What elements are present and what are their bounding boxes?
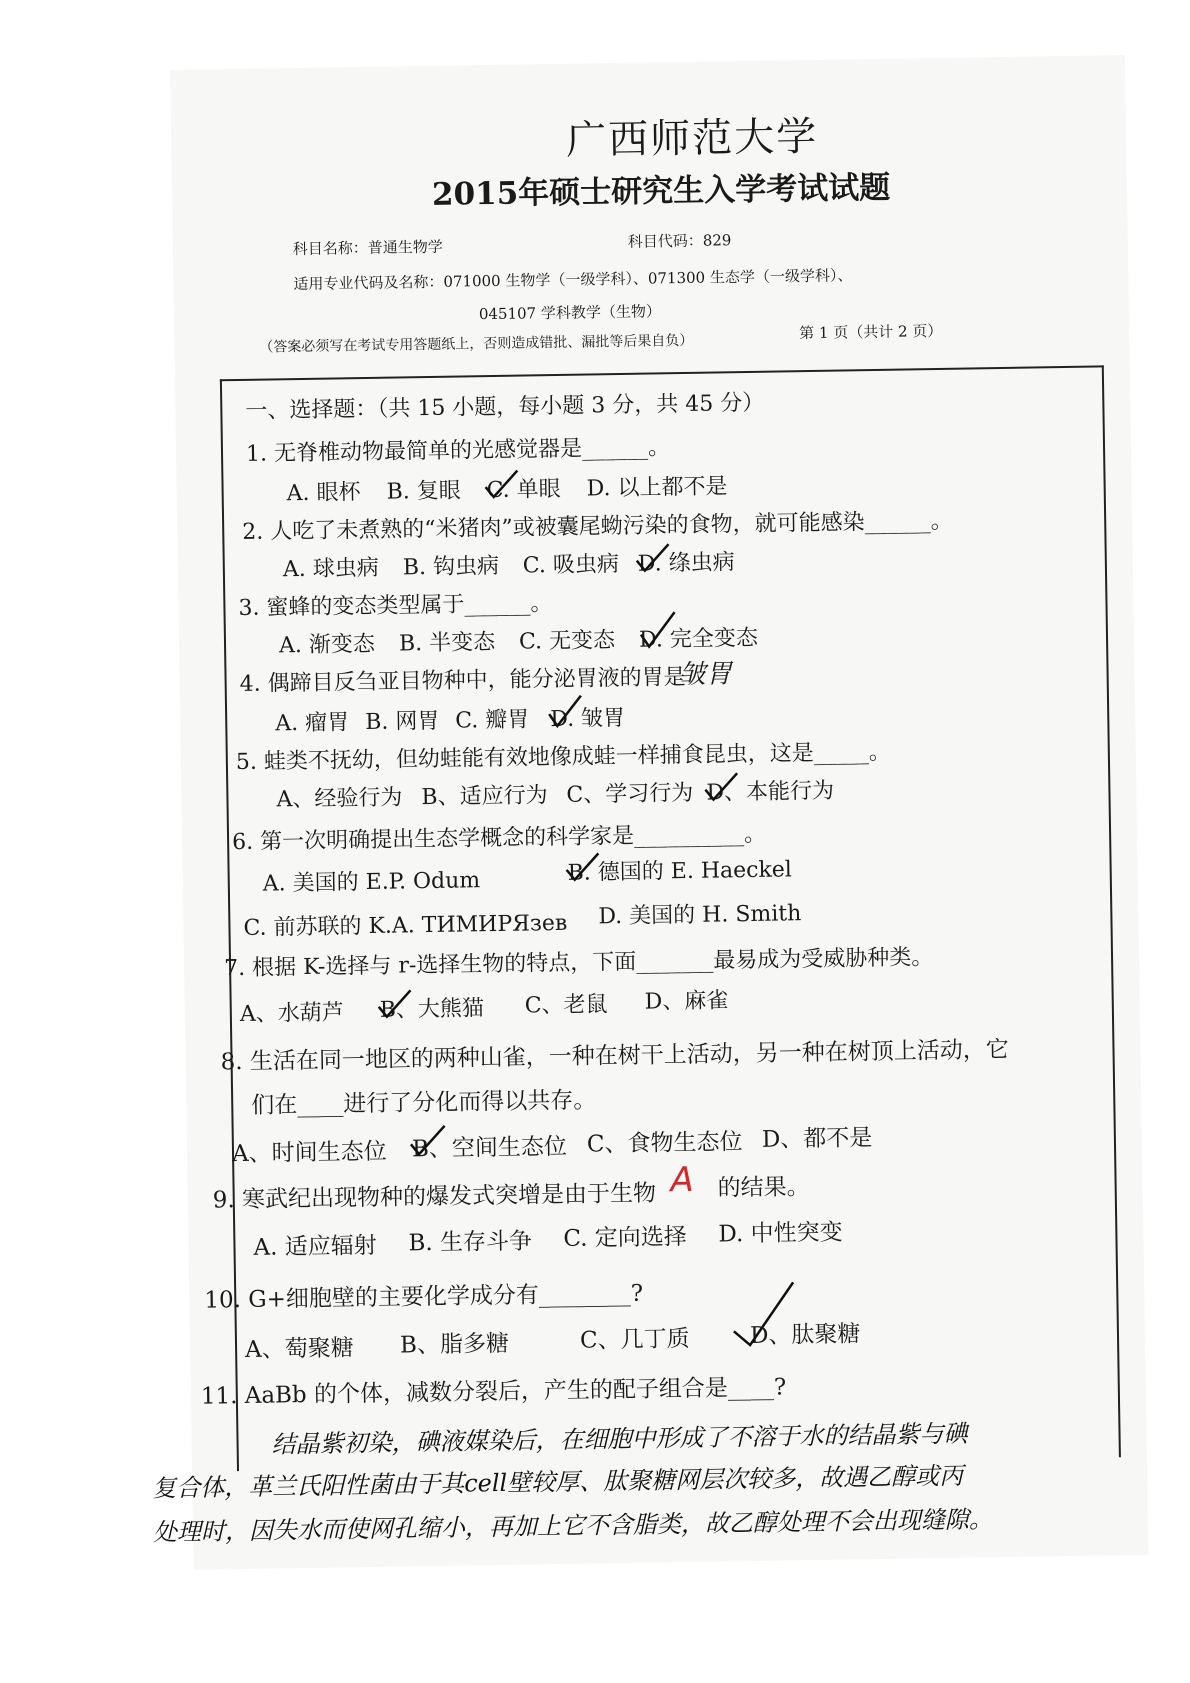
check-mark-icon [701,769,742,804]
page-info: 第 1 页（共计 2 页） [799,321,943,343]
check-mark-icon [545,692,586,731]
q8-option-b: B、空间生态位 [411,1133,568,1163]
check-mark-icon [481,467,522,502]
check-mark-icon [374,986,415,1021]
q7-option-c: C、老鼠 [524,992,608,1019]
subject-code-label: 科目代码： [627,231,703,251]
check-mark-icon [632,540,673,575]
university-name: 广西师范大学 [565,113,819,164]
q5-option-a: A、经验行为 [276,785,403,813]
q7-option-b: B、大熊猫 [379,996,485,1023]
exam-title: 2015年硕士研究生入学考试试题 [431,169,891,213]
q4-option-a: A. 瘤胃 [275,710,350,737]
subject-label: 科目名称： [292,238,368,259]
handwritten-note-line-1: 结晶紫初染，碘液媒染后，在细胞中形成了不溶于水的结晶紫与碘 [271,1419,968,1459]
q1-option-c: C. 单眼 [486,476,561,504]
q6-option-c: C. 前苏联的 K.A. ТИМИРЯзев [243,910,568,941]
q8-option-c: C、食物生态位 [586,1129,743,1158]
q3-option-a: A. 渐变态 [278,631,376,659]
subject-name: 普通生物学 [367,237,443,257]
answer-notice: （答案必须写在考试专用答题纸上，否则造成错批、漏批等后果自负） [259,332,694,356]
q1-option-b: B. 复眼 [386,478,462,505]
q4-option-c: C. 瓣胃 [455,707,530,734]
check-mark-icon [407,1122,450,1159]
question-2: 2. 人吃了未煮熟的“米猪肉”或被囊尾蚴污染的食物，就可能感染______。 [242,508,953,545]
check-mark-icon [729,1278,800,1349]
question-6: 6. 第一次明确提出生态学概念的科学家是__________。 [231,821,767,856]
q10-option-c: C、几丁质 [579,1325,690,1354]
handwritten-note-line-2: 复合体，革兰氏阳性菌由于其cell壁较厚、肽聚糖网层次较多，故遇乙醇或丙 [152,1461,964,1503]
question-3: 3. 蜜蜂的变态类型属于______。 [238,591,553,621]
q2-option-a: A. 球虫病 [282,555,379,583]
q3-option-c: C. 无变态 [518,628,616,655]
question-7: 7. 根据 K-选择与 r-选择生物的特点，下面_______最易成为受威胁种类。 [223,945,934,982]
question-10: 10. G+细胞壁的主要化学成分有________? [204,1280,644,1314]
majors-label: 适用专业代码及名称： [293,272,444,294]
question-8: 8. 生活在同一地区的两种山雀，一种在树干上活动，另一种在树顶上活动，它 [220,1036,1009,1076]
q5-option-d: D、本能行为 [706,778,835,806]
majors-1: 071000 生物学（一级学科）、071300 生态学（一级学科）、 [443,266,853,291]
q10-option-a: A、萄聚糖 [244,1335,354,1363]
q2-option-d: D. 绦虫病 [637,550,735,577]
q3-option-d: D. 完全变态 [638,625,759,653]
section-title: 一、选择题：（共 15 小题，每小题 3 分，共 45 分） [245,390,765,424]
q3-option-b: B. 半变态 [398,629,496,657]
q2-option-b: B. 钩虫病 [402,553,500,581]
majors-line-2: 045107 学科教学（生物） [478,302,662,324]
subject-line [293,236,443,259]
q7-option-d: D、麻雀 [644,988,729,1015]
q8-option-d: D、都不是 [761,1125,873,1153]
q10-option-b: B、脂多糖 [399,1330,510,1359]
exam-page [152,55,1148,1570]
q4-option-b: B. 网胃 [365,708,440,736]
q10-option-d: D、肽聚糖 [749,1321,861,1350]
q9-handwritten-answer: A [670,1159,695,1201]
q1-option-a: A. 眼杯 [286,480,361,507]
question-8-continued: 们在____进行了分化而得以共存。 [251,1087,597,1119]
handwritten-note-line-3: 处理时，因失水而使网孔缩小，再加上它不含脂类，故乙醇处理不会出现缝隙。 [152,1505,994,1547]
majors-line [293,264,852,294]
q6-option-b: B. 德国的 E. Haeckel [567,857,793,886]
subject-code: 829 [702,231,732,250]
q1-option-d: D. 以上都不是 [586,474,728,502]
q5-option-c: C、学习行为 [566,780,694,808]
subject-code-line [628,229,732,252]
q4-option-d: D. 皱胃 [550,705,626,733]
q9-option-d: D. 中性突变 [718,1219,843,1248]
q9-option-b: B. 生存斗争 [408,1228,533,1257]
q4-handwritten-answer: 皱胃 [679,659,732,691]
check-mark-icon [562,849,603,884]
check-mark-icon [637,610,680,651]
question-4: 4. 偶蹄目反刍亚目物种中，能分泌胃液的胃是 [239,664,686,697]
q5-option-b: B、适应行为 [421,783,548,811]
q7-option-a: A、水葫芦 [239,1000,344,1028]
q9-option-c: C. 定向选择 [563,1224,688,1252]
question-1: 1. 无脊椎动物最简单的光感觉器是______。 [245,435,671,467]
question-11: 11. AaBb 的个体，减数分裂后，产生的配子组合是____? [200,1374,787,1410]
question-9: 9. 寒武纪出现物种的爆发式突增是由于生物 [212,1180,657,1214]
question-5: 5. 蛙类不抚幼，但幼蛙能有效地像成蛙一样捕食昆虫，这是_____。 [235,739,892,776]
q9-option-a: A. 适应辐射 [253,1232,377,1261]
q6-option-a: A. 美国的 E.P. Odum [262,868,481,897]
question-9-tail: 的结果。 [717,1174,810,1202]
q8-option-a: A、时间生态位 [231,1138,387,1168]
q6-option-d: D. 美国的 H. Smith [598,901,802,930]
q2-option-c: C. 吸虫病 [522,552,620,579]
